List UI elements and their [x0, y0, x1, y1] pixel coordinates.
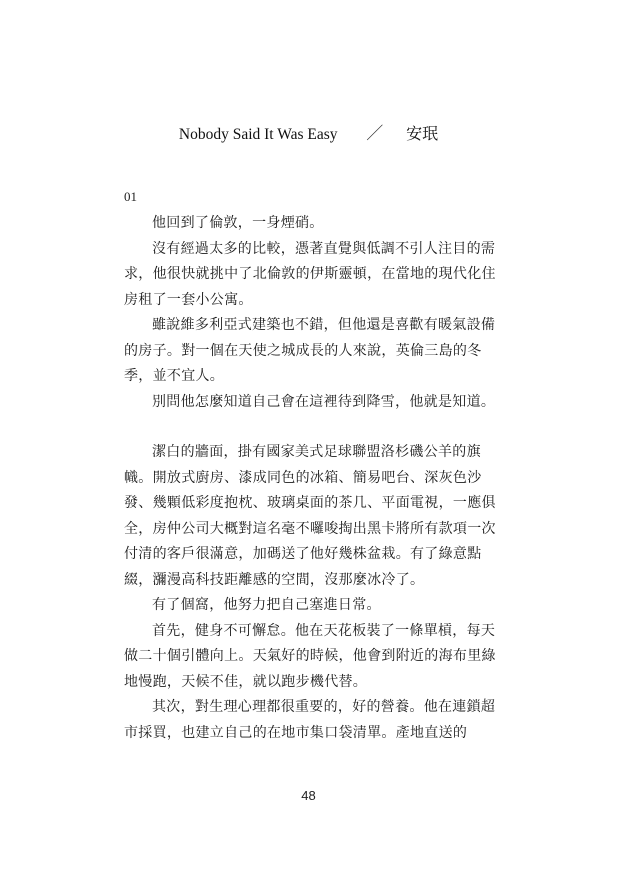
paragraph: 潔白的牆面，掛有國家美式足球聯盟洛杉磯公羊的旗幟。開放式廚房、漆成同色的冰箱、簡易吧台、深灰色沙發、幾顆低彩度抱枕、玻璃桌面的茶几、平面電視，一應俱全，房仲公司大概對這名毫不囉唆掏出黑卡將所有款項一次付清的客戶很滿意，加碼送了他好幾株盆栽。有了綠意點綴，瀰漫高科技距離感的空間，沒那麼冰冷了。 [124, 444, 496, 588]
body-text [124, 211, 504, 746]
page-number: 48 [301, 788, 316, 803]
author-name: 安珉 [406, 124, 439, 143]
title-separator: ／ [366, 124, 384, 143]
paragraph: 有了個窩，他努力把自己塞進日常。 [152, 597, 381, 613]
paragraph: 他回到了倫敦，一身煙硝。 [152, 215, 324, 231]
paragraph: 沒有經過太多的比較，憑著直覺與低調不引人注目的需求，他很快就挑中了北倫敦的伊斯靈頓，在當地的現代化住房租了一套小公寓。 [124, 240, 496, 308]
chapter-number: 01 [124, 189, 137, 204]
paragraph: 首先，健身不可懈怠。他在天花板裝了一條單槓，每天做二十個引體向上。天氣好的時候，他會到附近的海布里綠地慢跑，天候不佳，就以跑步機代替。 [124, 622, 496, 690]
paragraph: 雖說維多利亞式建築也不錯，但他還是喜歡有暖氣設備的房子。對一個在天使之城成長的人來說，英倫三島的冬季，並不宜人。 [124, 317, 496, 384]
book-title: Nobody Said It Was Easy [178, 126, 338, 143]
chapter-heading [0, 123, 617, 146]
section-break [124, 415, 504, 440]
paragraph: 別問他怎麼知道自己會在這裡待到降雪，他就是知道。 [152, 393, 496, 410]
paragraph: 其次，對生理心理都很重要的，好的營養。他在連鎖超市採買，也建立自己的在地市集口袋清單。產地直送的 [124, 699, 496, 741]
